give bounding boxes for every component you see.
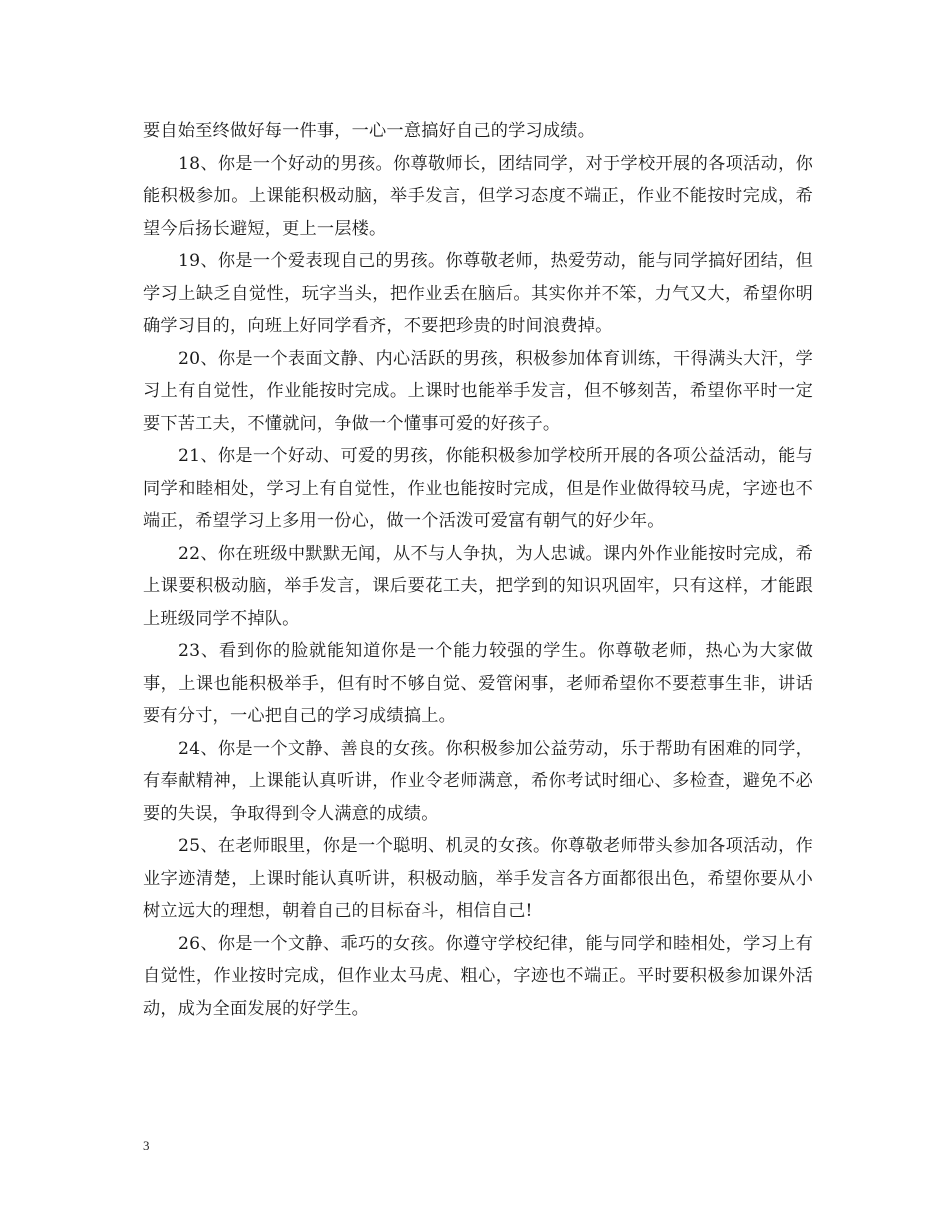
paragraph-comment-19: 19、你是一个爱表现自己的男孩。你尊敬老师，热爱劳动，能与同学搞好团结，但学习上缺乏自觉性，玩字当头，把作业丢在脑后。其实你并不笨，力气又大，希望你明确学习目的，向班上好同学看齐，不要把珍贵的时间浪费掉。 [143,251,813,336]
paragraph-comment-25: 25、在老师眼里，你是一个聪明、机灵的女孩。你尊敬老师带头参加各项活动，作业字迹清楚，上课时能认真听讲，积极动脑，举手发言各方面都很出色，希望你要从小树立远大的理想，朝着自己的目标奋斗，相信自己! [143,836,813,921]
paragraph-comment-20: 20、你是一个表面文静、内心活跃的男孩，积极参加体育训练，干得满头大汗，学习上有自觉性，作业能按时完成。上课时也能举手发言，但不够刻苦，希望你平时一定要下苦工夫，不懂就问，争做一个懂事可爱的好孩子。 [143,348,813,434]
paragraph-comment-21: 21、你是一个好动、可爱的男孩，你能积极参加学校所开展的各项公益活动，能与同学和睦相处，学习上有自觉性，作业也能按时完成，但是作业做得较马虎，字迹也不端正，希望学习上多用一份心，做一个活泼可爱富有朝气的好少年。 [143,446,813,531]
paragraph-comment-23: 23、看到你的脸就能知道你是一个能力较强的学生。你尊敬老师，热心为大家做事，上课也能积极举手，但有时不够自觉、爱管闲事，老师希望你不要惹事生非，讲话要有分寸，一心把自己的学习成绩搞上。 [143,641,813,726]
paragraph-comment-22: 22、你在班级中默默无闻，从不与人争执，为人忠诚。课内外作业能按时完成，希上课要积极动脑，举手发言，课后要花工夫，把学到的知识巩固牢，只有这样，才能跟上班级同学不掉队。 [143,543,813,629]
paragraph-comment-26: 26、你是一个文静、乖巧的女孩。你遵守学校纪律，能与同学和睦相处，学习上有自觉性，作业按时完成，但作业太马虎、粗心，字迹也不端正。平时要积极参加课外活动，成为全面发展的好学生。 [143,933,813,1019]
document-body [143,115,813,1025]
paragraph-continuation: 要自始至终做好每一件事，一心一意搞好自己的学习成绩。 [143,121,596,141]
paragraph-comment-24: 24、你是一个文静、善良的女孩。你积极参加公益劳动，乐于帮助有困难的同学，有奉献精神，上课能认真听讲，作业令老师满意，希你考试时细心、多检查，避免不必要的失误，争取得到令人满意的成绩。 [143,738,813,824]
paragraph-comment-18: 18、你是一个好动的男孩。你尊敬师长，团结同学，对于学校开展的各项活动，你能积极参加。上课能积极动脑，举手发言，但学习态度不端正，作业不能按时完成，希望今后扬长避短，更上一层楼。 [143,153,813,239]
page-number: 3 [143,1138,150,1153]
